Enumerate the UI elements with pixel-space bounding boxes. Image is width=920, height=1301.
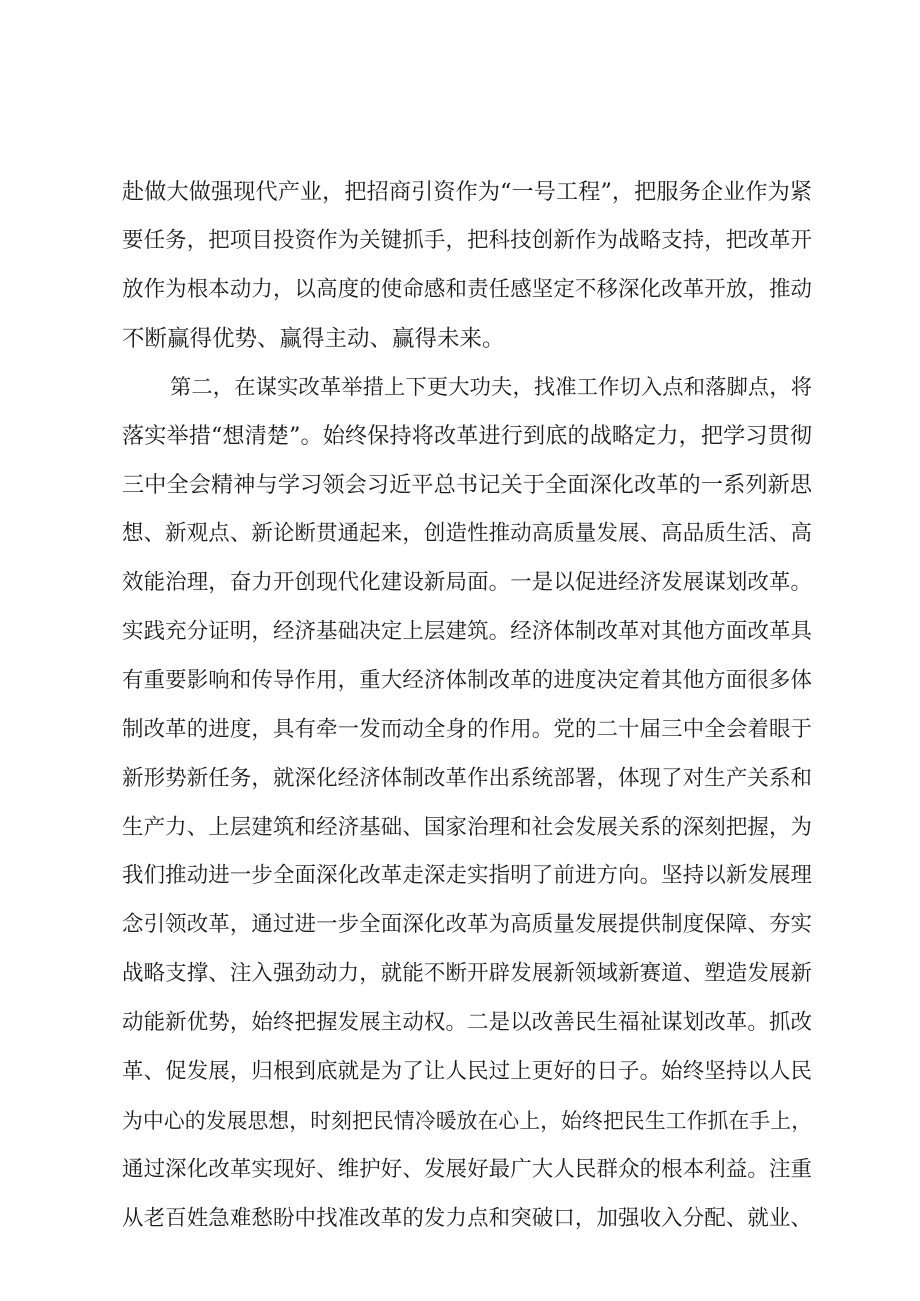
body-text [122, 168, 812, 1244]
text-line: 赴做大做强现代产业，把招商引资作为“一号工程”，把服务企业作为紧 [122, 179, 812, 205]
text-line: 想、新观点、新论断贯通起来，创造性推动高质量发展、高品质生活、高 [122, 521, 812, 547]
text-line: 为中心的发展思想，时刻把民情冷暖放在心上，始终把民生工作抓在手上， [122, 1108, 812, 1133]
text-line: 动能新优势，始终把握发展主动权。二是以改善民生福祉谋划改革。抓改 [122, 1010, 812, 1036]
text-line: 有重要影响和传导作用，重大经济体制改革的进度决定着其他方面很多体 [122, 667, 812, 693]
text-line: 要任务，把项目投资作为关键抓手，把科技创新作为战略支持，把改革开 [122, 227, 812, 253]
text-line: 三中全会精神与学习领会习近平总书记关于全面深化改革的一系列新思 [122, 472, 812, 499]
text-line: 不断赢得优势、赢得主动、赢得未来。 [122, 325, 505, 352]
text-line: 革、促发展，归根到底就是为了让人民过上更好的日子。始终坚持以人民 [122, 1059, 812, 1085]
text-line: 念引领改革，通过进一步全面深化改革为高质量发展提供制度保障、夯实 [122, 912, 812, 938]
text-line: 生产力、上层建筑和经济基础、国家治理和社会发展关系的深刻把握，为 [122, 814, 812, 840]
text-line: 制改革的进度，具有牵一发而动全身的作用。党的二十届三中全会着眼于 [122, 716, 812, 742]
text-line: 从老百姓急难愁盼中找准改革的发力点和突破口，加强收入分配、就业、 [122, 1205, 812, 1231]
text-line: 通过深化改革实现好、维护好、发展好最广大人民群众的根本利益。注重 [122, 1156, 812, 1182]
text-line: 战略支撑、注入强劲动力，就能不断开辟发展新领域新赛道、塑造发展新 [122, 961, 812, 987]
text-line: 实践充分证明，经济基础决定上层建筑。经济体制改革对其他方面改革具 [122, 619, 812, 645]
text-line: 我们推动进一步全面深化改革走深走实指明了前进方向。坚持以新发展理 [122, 863, 812, 889]
text-line: 放作为根本动力，以高度的使命感和责任感坚定不移深化改革开放，推动 [122, 276, 812, 302]
text-line: 效能治理，奋力开创现代化建设新局面。一是以促进经济发展谋划改革。 [122, 570, 812, 596]
paragraph-start-line: 第二，在谋实改革举措上下更大功夫，找准工作切入点和落脚点，将 [170, 374, 812, 400]
text-line: 新形势新任务，就深化经济体制改革作出系统部署，体现了对生产关系和 [122, 765, 812, 791]
text-line: 落实举措“想清楚”。始终保持将改革进行到底的战略定力，把学习贯彻 [122, 423, 812, 450]
